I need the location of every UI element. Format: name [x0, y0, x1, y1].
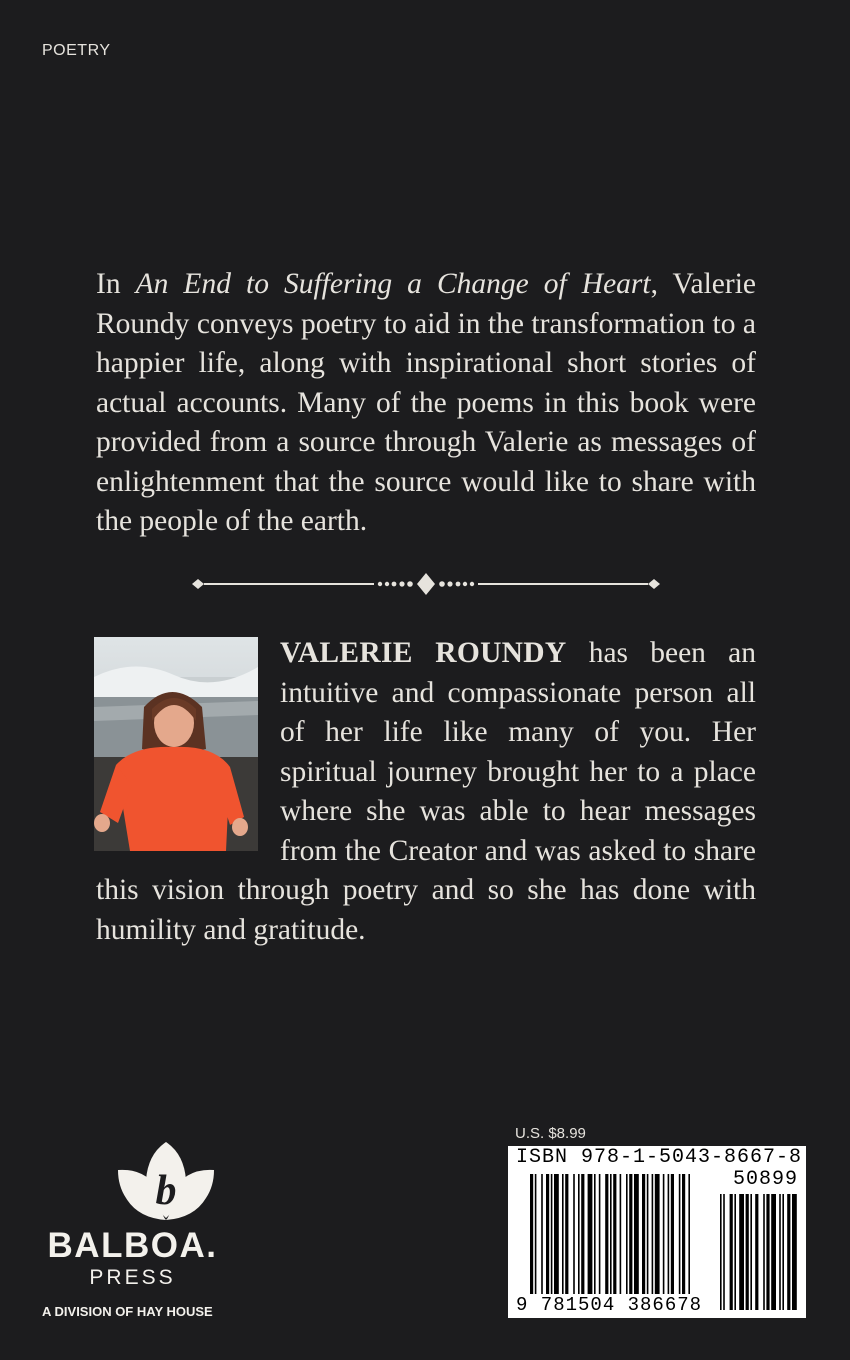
barcode-digits: 9 781504 386678 — [516, 1294, 703, 1316]
isbn-barcode — [508, 1146, 806, 1318]
lotus-b-icon — [116, 1140, 216, 1224]
book-title: An End to Suffering a Change of Heart — [135, 268, 651, 300]
publisher-subtitle: PRESS — [89, 1266, 176, 1289]
isbn-text: ISBN 978-1-5043-8667-8 — [516, 1146, 803, 1169]
price-label: U.S. $8.99 — [515, 1125, 586, 1142]
author-name: VALERIE ROUNDY — [280, 637, 567, 669]
publisher-logo — [40, 1140, 240, 1330]
svg-text:b: b — [155, 1168, 177, 1214]
book-description: In An End to Suffering a Change of Heart, Valerie Roundy conveys poetry to aid in the transformation to a happier life, along with inspirational short stories of actual accounts. Many of the poems in this book were provided from a source through Valerie as messages of enlightenment that the source would like to share with the people of the earth. — [96, 268, 757, 537]
publisher-name: BALBOA. — [47, 1226, 218, 1265]
price-code: 50899 — [732, 1168, 798, 1191]
publisher-division: A DIVISION OF HAY HOUSE — [42, 1304, 213, 1319]
ornamental-divider — [188, 568, 664, 600]
author-bio: VALERIE ROUNDY has been an intuitive and compassionate person all of her life like many of you. Her spiritual journey brought her to a place where she was able to hear messages from the Creator and was asked to share this vision through poetry and so she has done with humility and gratitude. — [96, 637, 756, 946]
category-label: POETRY — [42, 42, 111, 59]
